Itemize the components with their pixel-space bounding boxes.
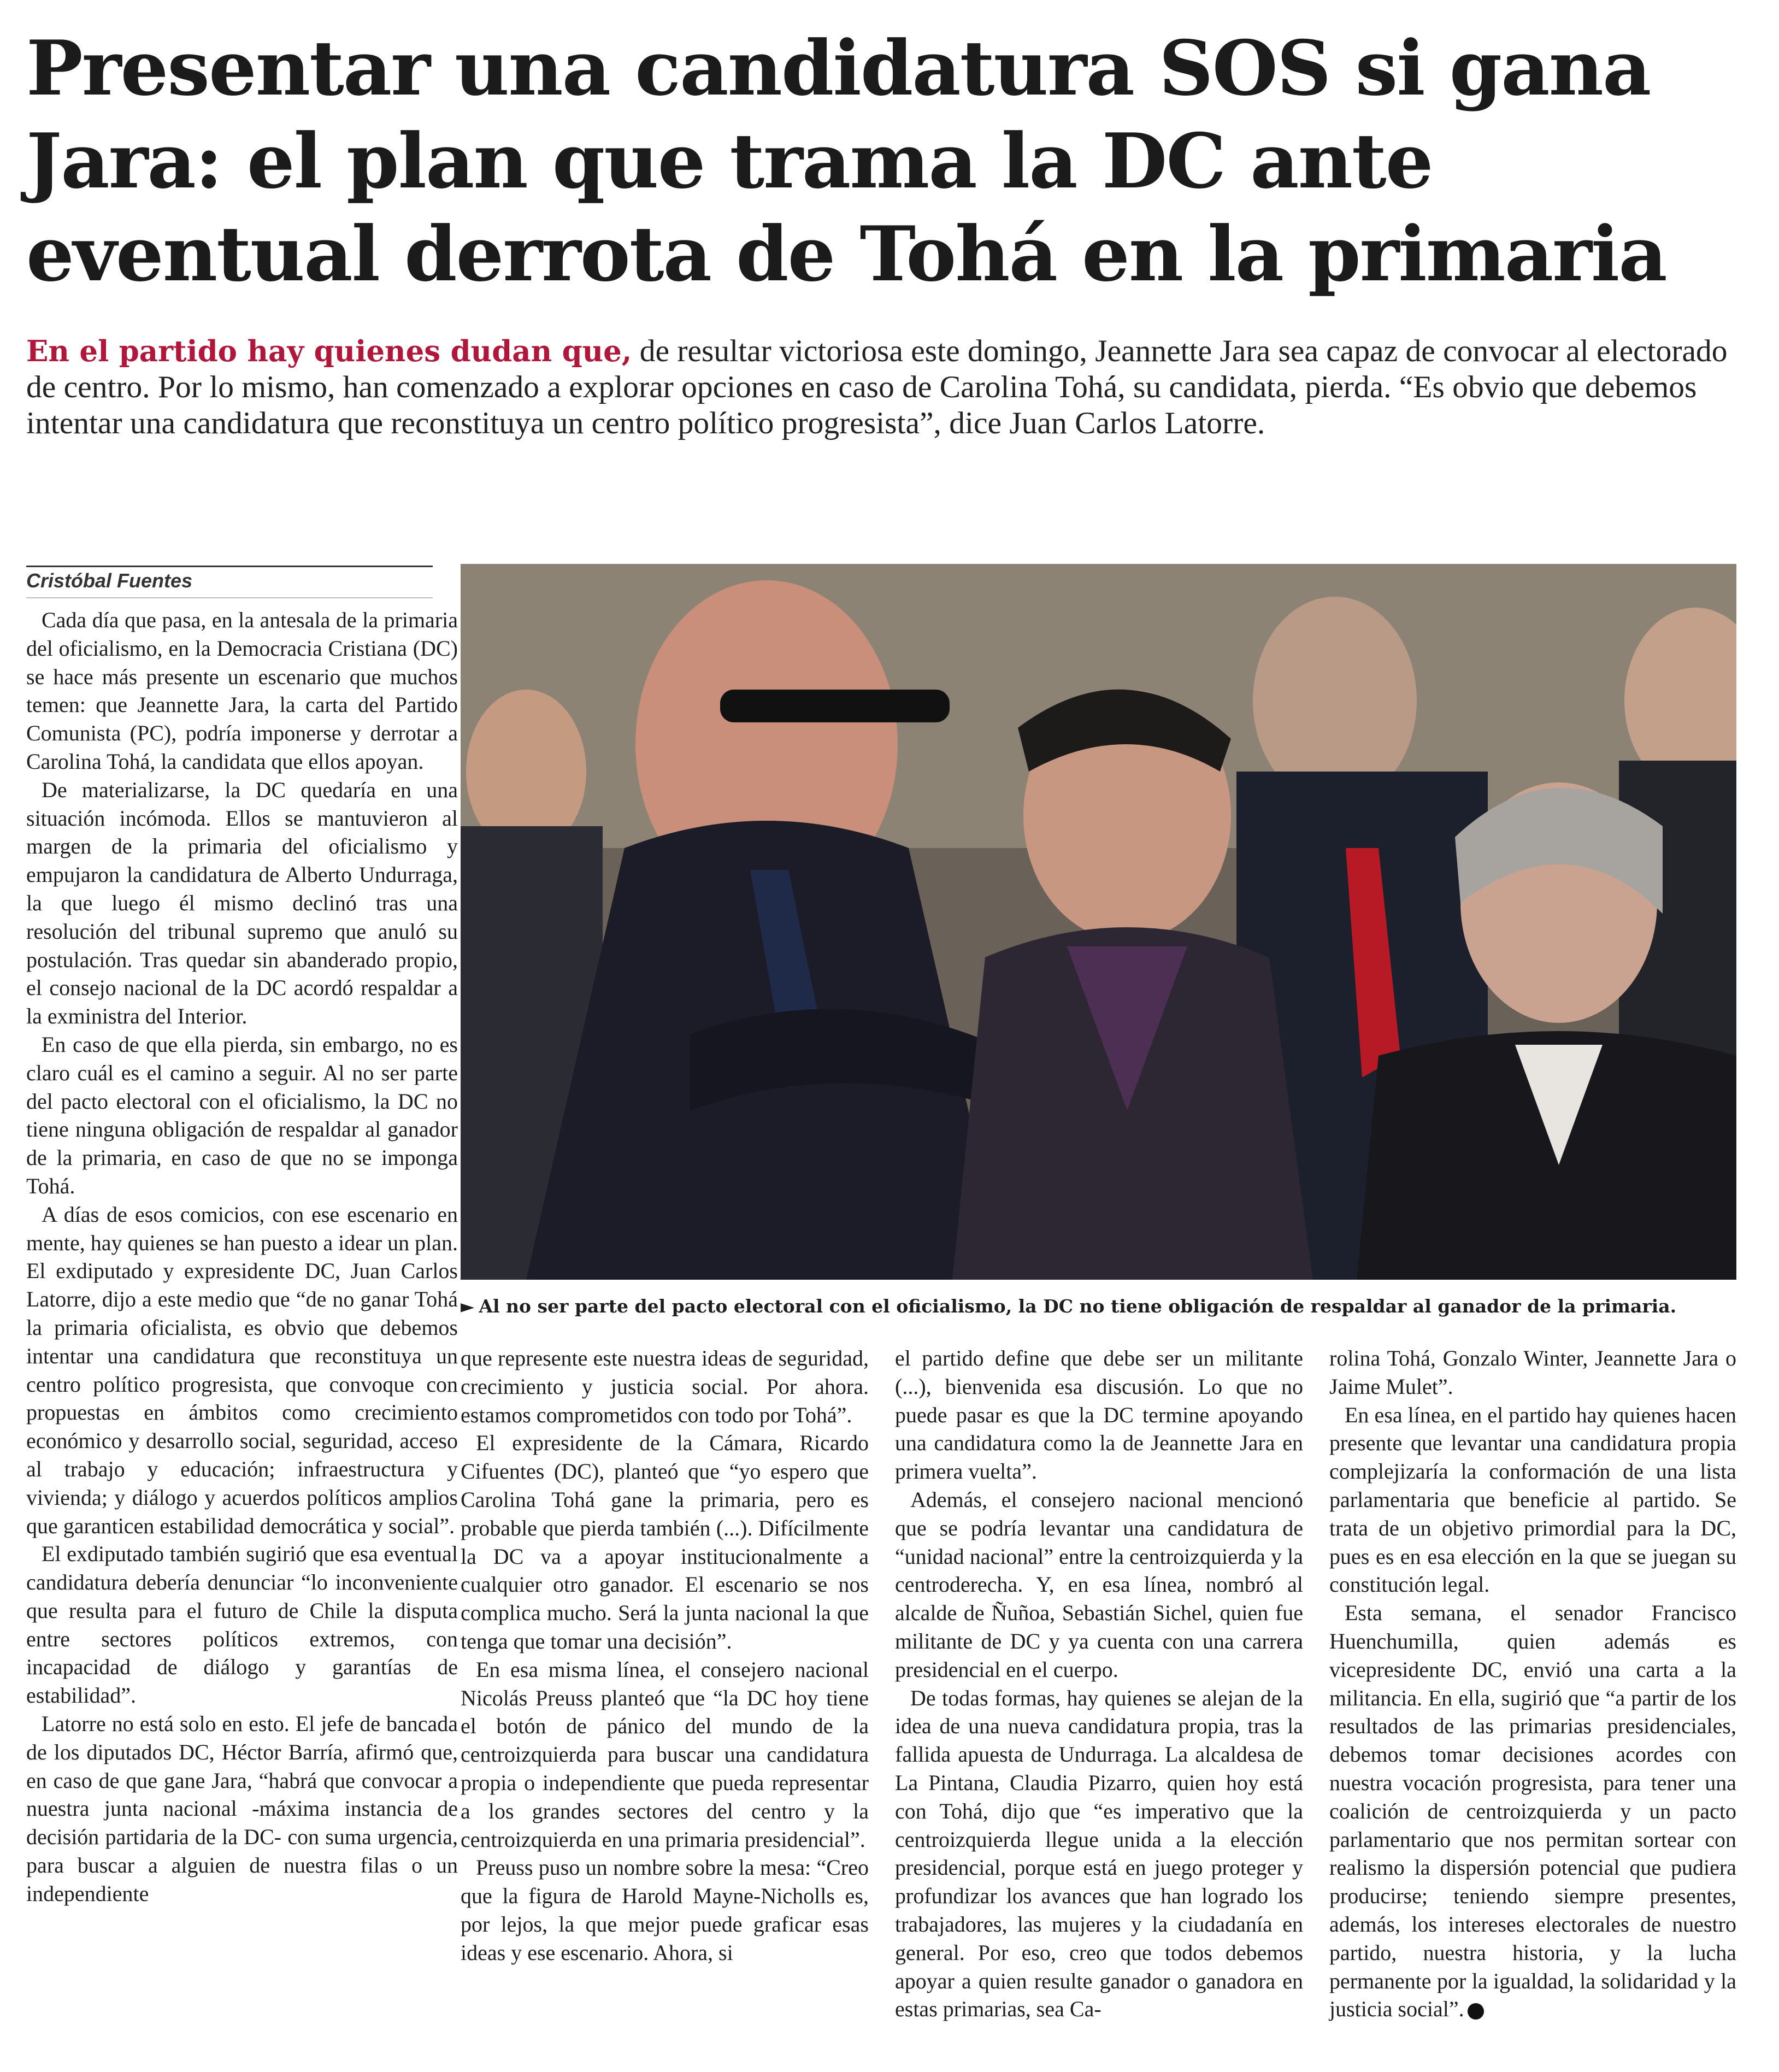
body-column-1: [26, 606, 458, 1908]
paragraph: el partido define que debe ser un militante (...), bienvenida esa discusión. Lo que no puede pasar es que la DC termine apoyando una candidatura como la de Jeannette Jara en primera vuelta”.: [895, 1346, 1303, 1484]
body-column-4: [1329, 1344, 1736, 2023]
byline-rule: [26, 566, 433, 567]
paragraph: Esta semana, el senador Francisco Huenchumilla, quien además es vicepresidente DC, envió una carta a la militancia. En ella, sugirió que “a partir de los resultados de las primarias presidenciales, debemos tomar decisiones acordes con nuestra vocación progresista, para tener una coalición de centroizquierda y un pacto parlamentario que nos permitan sortear con realismo la dispersión potencial que pudiera producirse; teniendo siempre presentes, además, los intereses electorales de nuestro partido, nuestra historia, y la lucha permanente por la igualdad, la solidaridad y la justicia social”.: [1329, 1600, 1736, 2022]
body-column-3: [895, 1344, 1303, 2023]
paragraph: A días de esos comicios, con ese escenario en mente, hay quienes se han puesto a idear un plan. El exdiputado y expresidente DC, Juan Carlos Latorre, dijo a este medio que “de no ganar Tohá la primaria oficialista, es obvio que debemos intentar una candidatura que reconstituya un centro político progresista, que convoque con propuestas en ámbitos como crecimiento económico y desarrollo social, seguridad, acceso al trabajo y educación; infraestructura y vivienda; y diálogo y acuerdos políticos amplios que garanticen estabilidad democrática y social”.: [26, 1202, 458, 1538]
paragraph: En esa línea, en el partido hay quienes hacen presente que levantar una candidatura propia complejizaría la conformación de una lista parlamentaria que beneficie al partido. Se trata de un objetivo primordial para la DC, pues es en esa elección en la que se juegan su constitución legal.: [1329, 1402, 1736, 1597]
body-column-2: [461, 1344, 869, 1967]
lede-text: de resultar victoriosa este domingo, Jeannette Jara sea capaz de convocar al electorado de centro. Por lo mismo, han comenzado a explorar opciones en caso de Carolina Tohá, su candidata, pierda. “Es obvio que debemos intentar una candidatura que reconstituya un centro político progresista”, dice Juan Carlos Latorre.: [26, 334, 1728, 440]
lede-kicker: En el partido hay quienes dudan que,: [26, 334, 632, 368]
paragraph: Latorre no está solo en esto. El jefe de bancada de los diputados DC, Héctor Barría, afirmó que, en caso de que gane Jara, “habrá que convocar a nuestra junta nacional -máxima instancia de decisión partidaria de la DC- con suma urgencia, para buscar a alguien de nuestra filas o un independiente: [26, 1711, 458, 1906]
paragraph: Cada día que pasa, en la antesala de la primaria del oficialismo, en la Democracia Cristiana (DC) se hace más presente un escenario que muchos temen: que Jeannette Jara, la carta del Partido Comunista (PC), podría imponerse y derrotar a Carolina Tohá, la candidata que ellos apoyan.: [26, 608, 458, 774]
paragraph: rolina Tohá, Gonzalo Winter, Jeannette Jara o Jaime Mulet”.: [1329, 1346, 1736, 1399]
photo-caption: [461, 1295, 1736, 1318]
byline: Cristóbal Fuentes: [26, 569, 193, 592]
paragraph: El expresidente de la Cámara, Ricardo Cifuentes (DC), planteó que “yo espero que Carolina Tohá gane la primaria, pero es probable que pierda también (...). Difícilmente la DC va a apoyar institucionalmente a cualquier otro ganador. El escenario se nos complica mucho. Será la junta nacional la que tenga que tomar una decisión”.: [461, 1431, 869, 1653]
paragraph: El exdiputado también sugirió que esa eventual candidatura debería denunciar “lo inconveniente que resulta para el futuro de Chile la disputa entre sectores políticos extremos, con incapacidad de diálogo y garantías de estabilidad”.: [26, 1541, 458, 1708]
paragraph: De materializarse, la DC quedaría en una situación incómoda. Ellos se mantuvieron al margen de la primaria del oficialismo y empujaron la candidatura de Alberto Undurraga, la que luego él mismo declinó tras una resolución del tribunal supremo que anuló su postulación. Tras quedar sin abanderado propio, el consejo nacional de la DC acordó respaldar a la exministra del Interior.: [26, 777, 458, 1029]
caption-arrow-icon: ►: [461, 1296, 475, 1317]
end-mark-icon: [1468, 2003, 1484, 2020]
paragraph: Preuss puso un nombre sobre la mesa: “Creo que la figura de Harold Mayne-Nicholls es, por lejos, la que mejor puede graficar esas ideas y ese escenario. Ahora, si: [461, 1855, 869, 1965]
paragraph: que represente este nuestra ideas de seguridad, crecimiento y justicia social. Por ahora. estamos comprometidos con todo por Tohá”.: [461, 1346, 869, 1427]
paragraph: En esa misma línea, el consejero nacional Nicolás Preuss planteó que “la DC hoy tiene el botón de pánico del mundo de la centroizquierda para buscar una candidatura propia o independiente que pueda representar a los grandes sectores del centro y la centroizquierda en una primaria presidencial”.: [461, 1657, 869, 1852]
news-photo: [461, 564, 1736, 1280]
paragraph: Además, el consejero nacional mencionó que se podría levantar una candidatura de “unidad nacional” entre la centroizquierda y la centroderecha. Y, en esa línea, nombró al alcalde de Ñuñoa, Sebastián Sichel, quien fue militante de DC y ya cuenta con una carrera presidencial en el cuerpo.: [895, 1487, 1303, 1682]
byline-divider: [26, 597, 433, 598]
headline: Presentar una candidatura SOS si gana Jara: el plan que trama la DC ante eventual derrota de Tohá en la primaria: [26, 23, 1666, 298]
paragraph: En caso de que ella pierda, sin embargo, no es claro cuál es el camino a seguir. Al no ser parte del pacto electoral con el oficialismo, la DC no tiene ninguna obligación de respaldar al ganador de la primaria, en caso de que no se imponga Tohá.: [26, 1032, 458, 1198]
caption-text: Al no ser parte del pacto electoral con el oficialismo, la DC no tiene obligación de respaldar al ganador de la primaria.: [479, 1296, 1677, 1317]
lede: [26, 333, 1753, 442]
photo-illustration: [461, 564, 1736, 1280]
paragraph: De todas formas, hay quienes se alejan de la idea de una nueva candidatura propia, tras la fallida apuesta de Undurraga. La alcaldesa de La Pintana, Claudia Pizarro, quien hoy está con Tohá, dijo que “es imperativo que la centroizquierda llegue unida a la elección presidencial, porque está en juego proteger y profundizar los avances que han logrado los trabajadores, las mujeres y la ciudadanía en general. Por eso, creo que todos debemos apoyar a quien resulte ganador o ganadora en estas primarias, sea Ca-: [895, 1685, 1303, 2022]
